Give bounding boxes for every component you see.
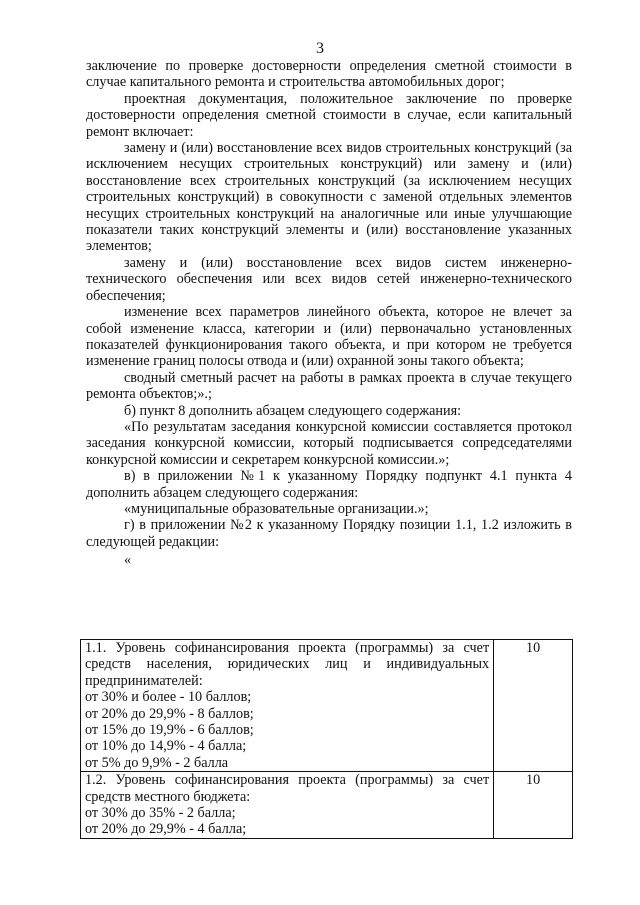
paragraph: замену и (или) восстановление всех видов систем инженерно-технического обеспечения или всех видов сетей инженерно-технического обеспечения; [86, 254, 572, 304]
criterion-item: от 5% до 9,9% - 2 балла [85, 754, 229, 771]
table-row [81, 772, 573, 839]
score-cell: 10 [494, 772, 573, 839]
paragraph: «По результатам заседания конкурсной комиссии составляется протокол заседания конкурсной комиссии, который подписывается сопредседателями конкурсной комиссии и секретарем конкурсной комиссии.»; [86, 418, 572, 468]
paragraph: заключение по проверке достоверности определения сметной стоимости в случае капитального ремонта и строительства автомобильных дорог; [86, 58, 572, 91]
criteria-table [80, 639, 573, 839]
paragraph: проектная документация, положительное заключение по проверке достоверности определения сметной стоимости в случае, если капитальный ремонт включает: [86, 90, 572, 140]
criterion-item: от 15% до 19,9% - 6 баллов; [85, 722, 254, 739]
document-body [86, 58, 572, 569]
criterion-item: от 20% до 29,9% - 8 баллов; [85, 705, 254, 722]
paragraph: изменение всех параметров линейного объекта, которое не влечет за собой изменение класса, категории и (или) первоначально установленных показателей функционирования такого объекта, и при котором не требуется изменение границ полосы отвода и (или) охранной зоны такого объекта; [86, 304, 572, 370]
paragraph: «муниципальные образовательные организации.»; [124, 500, 429, 517]
criterion-title: 1.2. Уровень софинансирования проекта (программы) за счет средств местного бюджета: [85, 772, 490, 805]
paragraph: б) пункт 8 дополнить абзацем следующего содержания: [124, 402, 462, 419]
criterion-item: от 30% и более - 10 баллов; [85, 689, 252, 706]
paragraph: сводный сметный расчет на работы в рамках проекта в случае текущего ремонта объектов;».; [86, 369, 572, 403]
paragraph: замену и (или) восстановление всех видов строительных конструкций (за исключением несущих строительных конструкций) или замену и (или) восстановление всех строительных конструкций (за исключением несущих строительных конструкций) в совокупности с заменой отдельных элементов несущих строительных конструкций на аналогичные или иные улучшающие показатели таких конструкций элементы и (или) восстановление указанных элементов; [86, 140, 572, 255]
criterion-cell [81, 772, 494, 839]
criterion-item: от 30% до 35% - 2 балла; [85, 805, 236, 822]
criterion-title: 1.1. Уровень софинансирования проекта (программы) за счет средств населения, юридических лиц и индивидуальных предпринимателей: [85, 640, 490, 689]
criterion-item: от 20% до 29,9% - 4 балла; [85, 821, 247, 838]
paragraph: г) в приложении №2 к указанному Порядку позиции 1.1, 1.2 изложить в следующей редакции: [86, 517, 572, 550]
table-row [81, 640, 573, 772]
criterion-cell [81, 640, 494, 772]
page-number: 3 [316, 40, 324, 57]
score-cell: 10 [494, 640, 573, 772]
opening-quote: « [124, 552, 132, 569]
paragraph: в) в приложении №1 к указанному Порядку подпункт 4.1 пункта 4 дополнить абзацем следующего содержания: [86, 468, 572, 501]
criterion-item: от 10% до 14,9% - 4 балла; [85, 738, 247, 755]
